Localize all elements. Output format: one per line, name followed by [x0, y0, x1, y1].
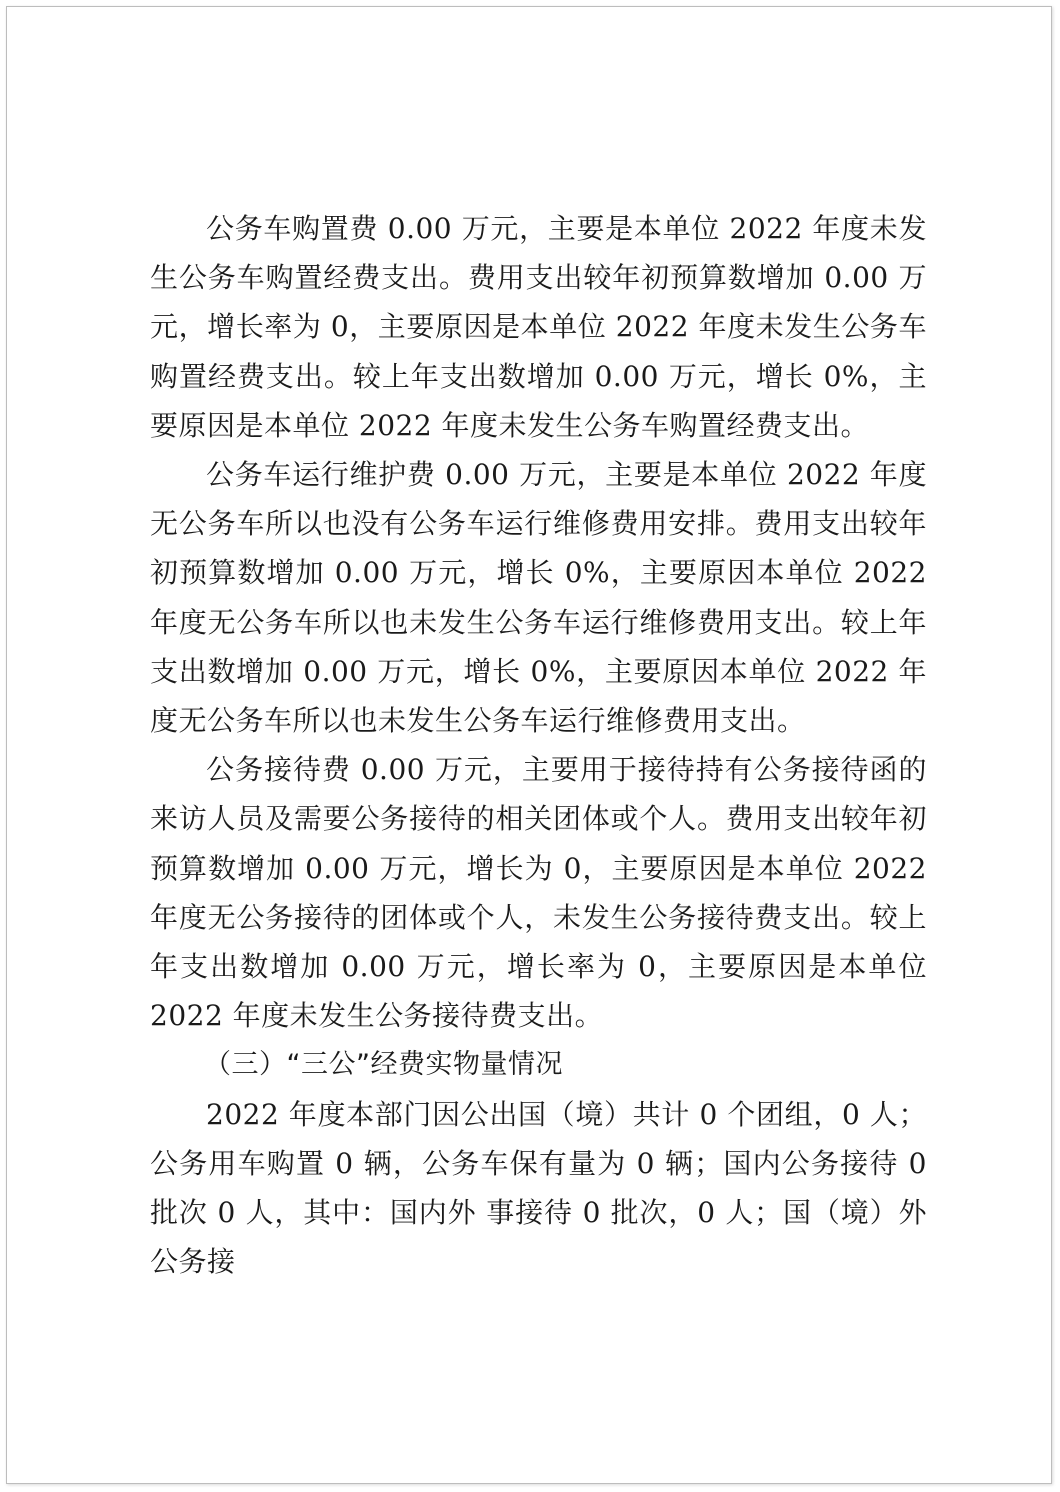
document-body — [150, 204, 927, 1286]
paragraph-vehicle-operation: 公务车运行维护费 0.00 万元，主要是本单位 2022 年度无公务车所以也没有公务车运行维修费用安排。费用支出较年初预算数增加 0.00 万元，增长 0%，主要原因本单位 2022 年度无公务车所以也未发生公务车运行维修费用支出。较上年支出数增加 0.00 万元，增长 0%，主要原因本单位 2022 年度无公务车所以也未发生公务车运行维修费用支出。 — [150, 458, 927, 738]
paragraph-vehicle-purchase: 公务车购置费 0.00 万元，主要是本单位 2022 年度未发生公务车购置经费支出。费用支出较年初预算数增加 0.00 万元，增长率为 0，主要原因是本单位 2022 年度未发生公务车购置经费支出。较上年支出数增加 0.00 万元，增长 0%，主要原因是本单位 2022 年度未发生公务车购置经费支出。 — [150, 212, 927, 442]
document-page — [6, 6, 1052, 1484]
paragraph-physical-quantity: 2022 年度本部门因公出国（境）共计 0 个团组，0 人；公务用车购置 0 辆，公务车保有量为 0 辆；国内公务接待 0 批次 0 人，其中：国内外 事接待 0 批次，0 人；国（境）外公务接 — [150, 1097, 927, 1279]
section-heading: （三）“三公”经费实物量情况 — [204, 1049, 563, 1081]
paragraph-reception: 公务接待费 0.00 万元，主要用于接待持有公务接待函的来访人员及需要公务接待的相关团体或个人。费用支出较年初预算数增加 0.00 万元，增长为 0，主要原因是本单位 2022 年度无公务接待的团体或个人，未发生公务接待费支出。较上年支出数增加 0.00 万元，增长率为 0，主要原因是本单位 2022 年度未发生公务接待费支出。 — [150, 753, 927, 1033]
